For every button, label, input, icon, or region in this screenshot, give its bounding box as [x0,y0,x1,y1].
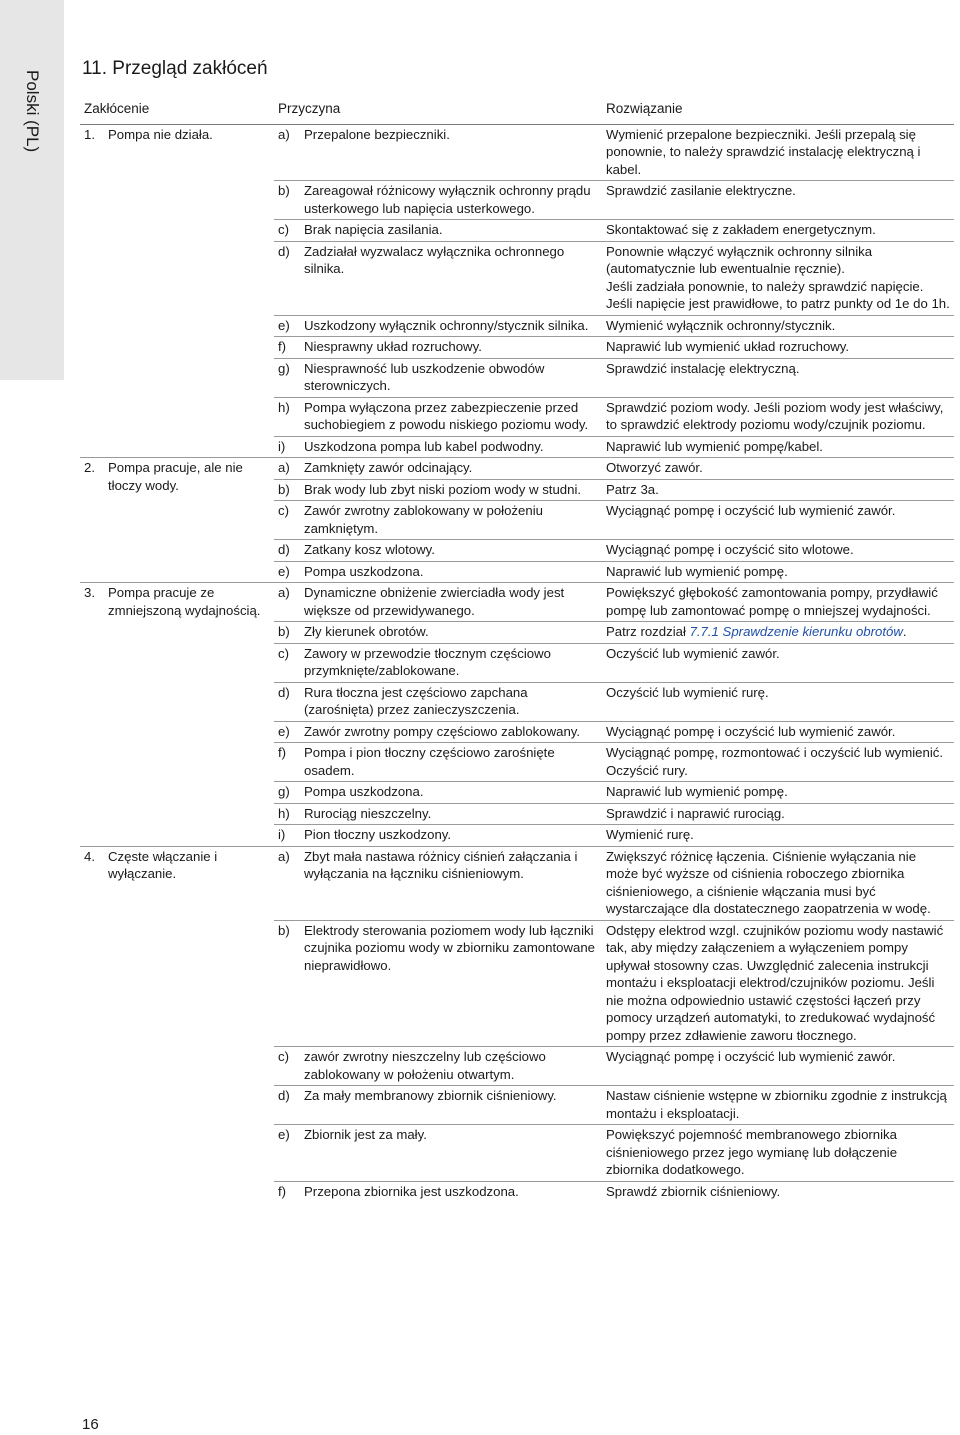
remedy-cell [602,501,954,540]
remedy-cell [602,1047,954,1086]
header-remedy: Rozwiązanie [602,96,954,124]
cause-cell [274,643,602,682]
cause-letter: d) [278,243,290,259]
cause-cell [274,682,602,721]
fault-text: Częste włączanie i wyłączanie. [108,848,218,881]
cause-cell [274,220,602,242]
fault-text: Pompa pracuje, ale nie tłoczy wody. [108,460,243,493]
remedy-text: Oczyścić lub wymienić rurę. [606,684,769,700]
remedy-text: Nastaw ciśnienie wstępne w zbiorniku zgodnie z instrukcją montażu i eksploatacji. [606,1088,947,1121]
remedy-cell [602,458,954,480]
cause-letter: b) [278,922,290,938]
table-row [80,124,954,181]
cause-cell [274,1125,602,1182]
remedy-cell [602,436,954,458]
cause-letter: g) [278,360,290,376]
remedy-cell [602,782,954,804]
cause-text: Zawory w przewodzie tłocznym częściowo przymknięte/zablokowane. [304,645,551,678]
cause-letter: d) [278,684,290,700]
cause-letter: e) [278,723,290,739]
remedy-cell [602,846,954,920]
cause-text: Pompa uszkodzona. [304,784,424,799]
fault-number: 3. [84,585,95,600]
cause-text: Zbiornik jest za mały. [304,1127,427,1142]
remedy-cell [602,315,954,337]
table-header [80,96,954,124]
remedy-cell [602,1125,954,1182]
fault-text: Pompa pracuje ze zmniejszoną wydajnością. [108,585,261,618]
cause-cell [274,561,602,583]
cause-cell [274,583,602,622]
cause-cell [274,124,602,181]
header-cause: Przyczyna [274,96,602,124]
remedy-text: Patrz rozdział [606,624,690,639]
fault-number: 2. [84,460,95,475]
remedy-text: Sprawdzić zasilanie elektryczne. [606,183,796,198]
fault-number: 1. [84,126,95,142]
remedy-text: Wyciągnąć pompę i oczyścić lub wymienić zawór. [606,723,896,739]
cause-text: Zamknięty zawór odcinający. [304,460,473,475]
remedy-text: Otworzyć zawór. [606,460,703,475]
cause-letter: a) [278,848,290,864]
cause-letter: d) [278,542,290,557]
remedy-text: Wyciągnąć pompę i oczyścić lub wymienić zawór. [606,503,896,518]
cause-text: Zawór zwrotny pompy częściowo zablokowany. [304,723,581,739]
cause-cell [274,501,602,540]
cause-text: Uszkodzony wyłącznik ochronny/stycznik silnika. [304,317,589,333]
remedy-text: Ponownie włączyć wyłącznik ochronny silnika (automatycznie lub ewentualnie ręcznie). Jeśli zadziała ponownie, to należy sprawdzić napięcie. Jeśli napięcie jest prawidłowe, to patrz punkty od 1e do 1h. [606,243,950,311]
cause-letter: c) [278,1049,289,1064]
cause-cell [274,743,602,782]
cause-text: Brak wody lub zbyt niski poziom wody w studni. [304,481,582,497]
remedy-text: Naprawić lub wymienić pompę/kabel. [606,438,823,454]
remedy-cell [602,337,954,359]
page-number: 16 [82,1416,99,1433]
remedy-cell [602,1181,954,1202]
cause-cell [274,458,602,480]
cause-text: Pompa uszkodzona. [304,563,424,579]
remedy-text: Oczyścić lub wymienić zawór. [606,645,780,661]
remedy-cell [602,920,954,1047]
cause-letter: f) [278,339,287,354]
cause-letter: b) [278,624,290,639]
remedy-text: Sprawdzić i naprawić rurociąg. [606,805,785,821]
remedy-cell [602,643,954,682]
remedy-text: Wymienić rurę. [606,827,694,842]
remedy-text: Sprawdzić instalację elektryczną. [606,360,800,376]
remedy-cell [602,622,954,644]
cause-cell [274,315,602,337]
cause-letter: h) [278,399,290,415]
remedy-text: Odstępy elektrod wzgl. czujników poziomu wody nastawić tak, aby między załączeniem a wyłączeniem pompy upływał stosowny czas. Uwzględnić zalecenia instrukcji montażu i eksploatacji elektrod/czujników poziomu. Jeśli nie można odpowiednio ustawić częstości łączeń przy pomocy urządzeń automatyki, to zredukować wydajność pompy przez zdławienie zaworu tłocznego. [606,922,944,1043]
cause-cell [274,540,602,562]
cause-cell [274,721,602,743]
cause-letter: e) [278,1127,290,1142]
troubleshooting-table [80,96,954,1202]
table-row [80,583,954,622]
remedy-text: Wymienić wyłącznik ochronny/stycznik. [606,317,836,333]
cause-cell [274,1086,602,1125]
remedy-cell [602,721,954,743]
fault-cell [80,583,274,847]
cause-letter: c) [278,645,289,661]
cause-cell [274,803,602,825]
cause-text: Niesprawny układ rozruchowy. [304,339,482,354]
remedy-cell [602,803,954,825]
cause-text: Zbyt mała nastawa różnicy ciśnień załączania i wyłączania na łączniku ciśnieniowym. [304,848,578,881]
cause-cell [274,181,602,220]
table-body [80,124,954,1202]
cause-cell [274,241,602,315]
cause-cell [274,479,602,501]
cause-letter: d) [278,1088,290,1103]
remedy-cell [602,181,954,220]
cause-cell [274,397,602,436]
language-side-tab [0,0,64,380]
cause-text: Przepalone bezpieczniki. [304,126,450,142]
cause-letter: a) [278,585,290,600]
cause-letter: f) [278,1183,287,1199]
remedy-text: Powiększyć pojemność membranowego zbiornika ciśnieniowego przez jego wymianę lub dołączenie zbiornika dodatkowego. [606,1127,898,1177]
cause-cell [274,622,602,644]
cause-text: Przepona zbiornika jest uszkodzona. [304,1183,519,1199]
remedy-text: Wyciągnąć pompę, rozmontować i oczyścić lub wymienić. Oczyścić rury. [606,745,944,778]
cause-letter: a) [278,460,290,475]
remedy-cell [602,241,954,315]
cause-text: Niesprawność lub uszkodzenie obwodów sterowniczych. [304,360,545,393]
cause-text: Elektrody sterowania poziomem wody lub łączniki czujnika poziomu wody w zbiorniku zamontowane nieprawidłowo. [304,922,596,973]
cause-text: Zatkany kosz wlotowy. [304,542,435,557]
cause-letter: e) [278,317,290,333]
fault-cell [80,124,274,458]
remedy-text: Sprawdzić poziom wody. Jeśli poziom wody jest właściwy, to sprawdzić elektrody poziomu wody/czujnik poziomu. [606,399,944,432]
cause-text: Brak napięcia zasilania. [304,222,443,237]
cause-letter: c) [278,222,289,237]
cause-text: Uszkodzona pompa lub kabel podwodny. [304,438,544,454]
remedy-cell [602,682,954,721]
remedy-text: Wymienić przepalone bezpieczniki. Jeśli przepalą się ponownie, to należy sprawdzić instalację elektryczną i kabel. [606,126,921,177]
remedy-cell [602,397,954,436]
language-label: Polski (PL) [23,70,42,153]
cause-letter: h) [278,805,290,821]
header-fault: Zakłócenie [80,96,274,124]
remedy-cell [602,825,954,847]
remedy-text: Wyciągnąć pompę i oczyścić lub wymienić zawór. [606,1049,896,1064]
remedy-cell [602,220,954,242]
cause-text: Rura tłoczna jest częściowo zapchana (zarośnięta) przez zanieczyszczenia. [304,684,528,717]
cause-letter: i) [278,827,286,842]
cause-text: Zareagował różnicowy wyłącznik ochronny prądu usterkowego lub napięcia usterkowego. [304,183,591,216]
cause-text: Dynamiczne obniżenie zwierciadła wody jest większe od przewidywanego. [304,585,565,618]
cause-text: Rurociąg nieszczelny. [304,805,432,821]
table-row [80,846,954,920]
cause-cell [274,358,602,397]
section-reference-link[interactable]: 7.7.1 Sprawdzenie kierunku obrotów [689,624,903,639]
cause-cell [274,825,602,847]
table-row [80,458,954,480]
remedy-text: Powiększyć głębokość zamontowania pompy, przydławić pompę lub zamontować pompę o mniejszej wydajności. [606,585,938,618]
remedy-cell [602,561,954,583]
cause-cell [274,782,602,804]
remedy-text: Patrz 3a. [606,481,659,497]
fault-number: 4. [84,848,95,864]
remedy-text: Skontaktować się z zakładem energetycznym. [606,222,876,237]
cause-cell [274,846,602,920]
cause-letter: f) [278,745,287,760]
remedy-text: Naprawić lub wymienić układ rozruchowy. [606,339,850,354]
cause-text: Pion tłoczny uszkodzony. [304,827,452,842]
cause-letter: e) [278,563,290,579]
cause-text: Zawór zwrotny zablokowany w położeniu zamkniętym. [304,503,543,536]
remedy-text: Naprawić lub wymienić pompę. [606,563,788,579]
cause-text: Zadziałał wyzwalacz wyłącznika ochronnego silnika. [304,243,565,276]
remedy-text: Zwiększyć różnicę łączenia. Ciśnienie wyłączania nie może być wyższe od ciśnienia roboczego zbiornika ciśnieniowego, a ciśnienie włączania musi być wystarczające dla dostatecznego zaopatrzenia w wodę. [606,848,931,916]
fault-cell [80,846,274,1202]
cause-letter: g) [278,784,290,799]
remedy-text: Naprawić lub wymienić pompę. [606,784,788,799]
cause-text: Pompa wyłączona przez zabezpieczenie przed suchobiegiem z powodu niskiego poziomu wody. [304,399,589,432]
fault-text: Pompa nie działa. [108,126,213,142]
section-title: 11. Przegląd zakłóceń [82,58,268,79]
remedy-text: Wyciągnąć pompę i oczyścić sito wlotowe. [606,542,854,557]
remedy-cell [602,479,954,501]
remedy-cell [602,583,954,622]
remedy-cell [602,540,954,562]
cause-letter: b) [278,183,290,198]
remedy-text: Sprawdź zbiornik ciśnieniowy. [606,1183,781,1199]
cause-letter: b) [278,481,290,497]
cause-text: zawór zwrotny nieszczelny lub częściowo zablokowany w położeniu otwartym. [304,1049,546,1082]
cause-letter: c) [278,503,289,518]
cause-letter: a) [278,126,290,142]
cause-cell [274,920,602,1047]
cause-cell [274,337,602,359]
remedy-cell [602,743,954,782]
fault-cell [80,458,274,583]
remedy-cell [602,1086,954,1125]
cause-cell [274,1181,602,1202]
cause-cell [274,1047,602,1086]
cause-cell [274,436,602,458]
cause-text: Pompa i pion tłoczny częściowo zarośnięte osadem. [304,745,555,778]
cause-text: Zły kierunek obrotów. [304,624,429,639]
remedy-text-tail: . [902,624,907,639]
remedy-cell [602,124,954,181]
remedy-cell [602,358,954,397]
cause-text: Za mały membranowy zbiornik ciśnieniowy. [304,1088,557,1103]
cause-letter: i) [278,438,286,454]
